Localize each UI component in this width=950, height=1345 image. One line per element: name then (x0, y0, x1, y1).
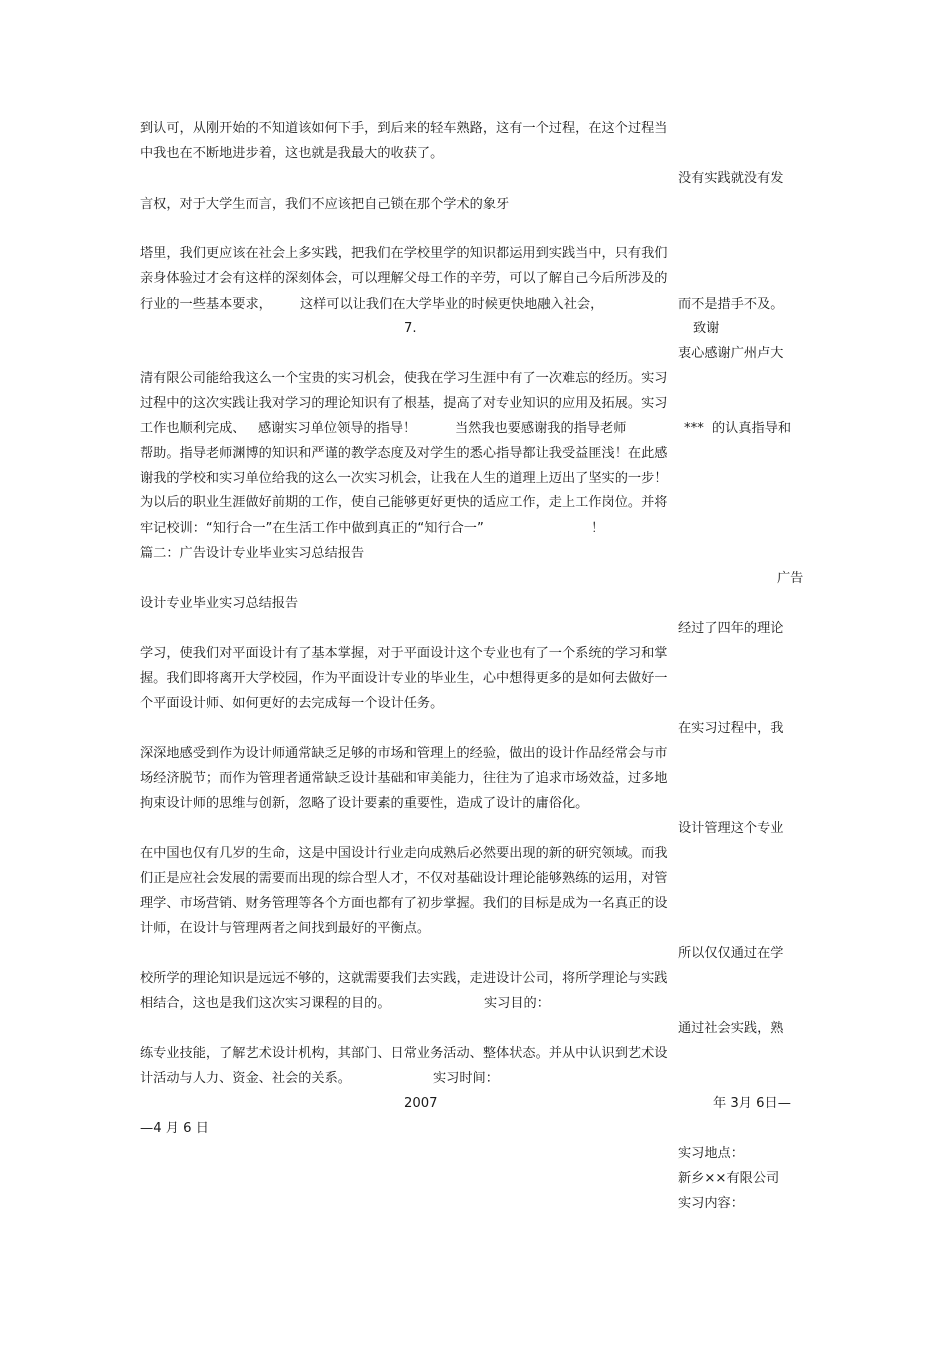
text-line: 通过社会实践，熟 (678, 1021, 784, 1036)
text-line: 中我也在不断地进步着，这也就是我最大的收获了。 (140, 146, 444, 161)
text-line: 2007 (404, 1096, 438, 1111)
text-line: 设计管理这个专业 (678, 821, 784, 836)
text-line: *** (684, 421, 704, 436)
text-line: 在实习过程中，我 (678, 721, 784, 736)
text-line: 亲身体验过才会有这样的深刻体会，可以理解父母工作的辛劳，可以了解自己今后所涉及的 (140, 271, 668, 286)
text-line: 实习时间： (433, 1071, 499, 1086)
text-line: 清有限公司能给我这么一个宝贵的实习机会，使我在学习生涯中有了一次难忘的经历。实习 (140, 371, 668, 386)
text-line: 而不是措手不及。 (678, 297, 784, 312)
text-line: 谢我的学校和实习单位给我的这么一次实习机会，让我在人生的道理上迈出了坚实的一步！ (140, 471, 668, 486)
text-line: 过程中的这次实践让我对学习的理论知识有了根基，提高了对专业知识的应用及拓展。实习 (140, 396, 668, 411)
text-line: 实习内容： (678, 1196, 744, 1211)
text-line: 个平面设计师、如何更好的去完成每一个设计任务。 (140, 696, 444, 711)
text-line: —4 月 6 日 (140, 1121, 209, 1136)
text-line: 练专业技能，了解艺术设计机构，其部门、日常业务活动、整体状态。并从中认识到艺术设 (140, 1046, 668, 1061)
text-line: 所以仅仅通过在学 (678, 946, 784, 961)
text-line: 感谢实习单位领导的指导！ (258, 421, 417, 436)
text-line: 这样可以让我们在大学毕业的时候更快地融入社会， (300, 297, 604, 312)
text-line: 帮助。指导老师渊博的知识和严谨的教学态度及对学生的悉心指导都让我受益匪浅！在此感 (140, 446, 668, 461)
text-line: 设计专业毕业实习总结报告 (140, 596, 299, 611)
text-line: 行业的一些基本要求， (140, 297, 272, 312)
text-line: ！ (591, 521, 605, 536)
section-heading: 篇二：广告设计专业毕业实习总结报告 (140, 546, 365, 561)
text-line: 理学、市场营销、财务管理等各个方面也都有了初步掌握。我们的目标是成为一名真正的设 (140, 896, 668, 911)
text-line: 为以后的职业生涯做好前期的工作，使自己能够更好更快的适应工作，走上工作岗位。并将 (140, 495, 668, 510)
text-line: 们正是应社会发展的需要而出现的综合型人才，不仅对基础设计理论能够熟练的运用，对管 (140, 871, 668, 886)
text-line: 没有实践就没有发 (678, 171, 784, 186)
text-line: 实习目的： (484, 996, 550, 1011)
text-line: 当然我也要感谢我的指导老师 (455, 421, 627, 436)
text-line: 校所学的理论知识是远远不够的，这就需要我们去实践，走进设计公司，将所学理论与实践 (140, 971, 668, 986)
text-line: 深深地感受到作为设计师通常缺乏足够的市场和管理上的经验，做出的设计作品经常会与市 (140, 746, 668, 761)
text-line: 经过了四年的理论 (678, 621, 784, 636)
text-line: 相结合，这也是我们这次实习课程的目的。 (140, 996, 391, 1011)
text-line: 到认可，从刚开始的不知道该如何下手，到后来的轻车熟路，这有一个过程，在这个过程当 (140, 121, 668, 136)
text-line: 实习地点： (678, 1146, 744, 1161)
text-line: 牢记校训：“知行合一”在生活工作中做到真正的“知行合一” (140, 521, 484, 536)
text-line: 言权，对于大学生而言，我们不应该把自己锁在那个学术的象牙 (140, 197, 510, 212)
text-line: 的认真指导和 (712, 421, 792, 436)
text-line: 在中国也仅有几岁的生命，这是中国设计行业走向成熟后必然要出现的新的研究领域。而我 (140, 846, 668, 861)
section-heading: 致谢 (693, 321, 720, 336)
text-line: 工作也顺利完成、 (140, 421, 246, 436)
text-line: 衷心感谢广州卢大 (678, 346, 784, 361)
section-number: 7. (404, 321, 417, 336)
text-line: 塔里，我们更应该在社会上多实践，把我们在学校里学的知识都运用到实践当中，只有我们 (140, 246, 668, 261)
text-line: 学习，使我们对平面设计有了基本掌握，对于平面设计这个专业也有了一个系统的学习和掌 (140, 646, 668, 661)
text-line: 广告 (777, 571, 804, 586)
text-line: 拘束设计师的思维与创新，忽略了设计要素的重要性，造成了设计的庸俗化。 (140, 796, 589, 811)
text-line: 计活动与人力、资金、社会的关系。 (140, 1071, 351, 1086)
text-line: 新乡××有限公司 (678, 1171, 780, 1186)
text-line: 计师，在设计与管理两者之间找到最好的平衡点。 (140, 921, 431, 936)
text-line: 握。我们即将离开大学校园，作为平面设计专业的毕业生，心中想得更多的是如何去做好一 (140, 671, 668, 686)
text-line: 场经济脱节；而作为管理者通常缺乏设计基础和审美能力，往往为了追求市场效益，过多地 (140, 771, 668, 786)
text-line: 年 3月 6日— (713, 1096, 791, 1111)
